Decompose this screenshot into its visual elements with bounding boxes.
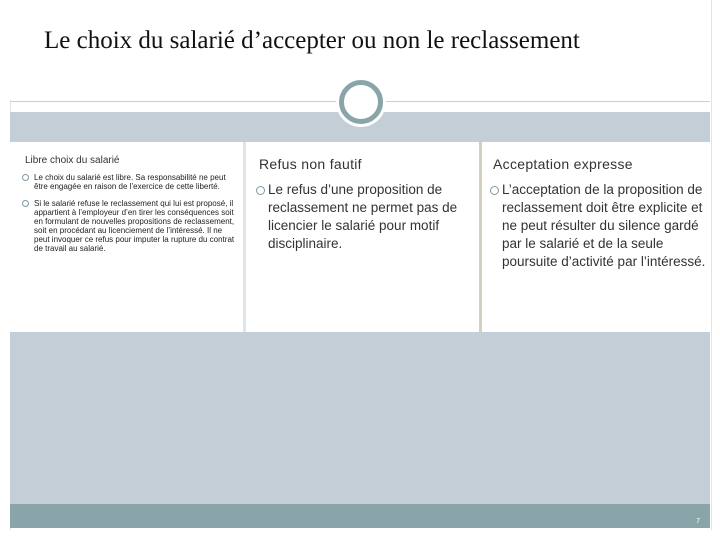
list-item-text: Le refus d’une proposition de reclassement ne permet pas de licencier le salarié pour motif disciplinaire. xyxy=(268,182,458,251)
column-right-heading: Acceptation expresse xyxy=(493,156,633,172)
list-item xyxy=(490,181,714,271)
content-column-right xyxy=(482,142,710,332)
lower-panel xyxy=(10,332,710,504)
content-column-middle xyxy=(246,142,482,332)
column-left-heading: Libre choix du salarié xyxy=(25,155,120,166)
circle-bullet-icon xyxy=(256,186,265,195)
circle-ornament-icon xyxy=(339,80,383,124)
list-item xyxy=(256,181,478,253)
content-column-left xyxy=(10,142,246,332)
column-left-list xyxy=(22,173,236,261)
list-item-text: L’acceptation de la proposition de reclassement doit être explicite et ne peut résulter du silence gardé par le salarié et de la seule poursuite d’activité par l’intéressé. xyxy=(502,182,706,269)
footer-band xyxy=(10,504,710,528)
circle-bullet-icon xyxy=(22,200,29,207)
list-item xyxy=(22,173,236,191)
column-middle-heading: Refus non fautif xyxy=(259,156,362,172)
slide-title: Le choix du salarié d’accepter ou non le reclassement xyxy=(44,27,580,54)
page-number: 7 xyxy=(696,518,700,525)
circle-bullet-icon xyxy=(490,186,499,195)
list-item-text: Si le salarié refuse le reclassement qui lui est proposé, il appartient à l’employeur d’en tirer les conséquences soit en formulant de nouvelles propositions de reclassement, soit en procédant au licenciement de l’intéressé. Il ne peut invoquer ce refus pour imputer la rupture du contrat de travail au salarié. xyxy=(34,199,235,253)
list-item-text: Le choix du salarié est libre. Sa responsabilité ne peut être engagée en raison de l’exercice de cette liberté. xyxy=(34,173,226,191)
circle-bullet-icon xyxy=(22,174,29,181)
list-item xyxy=(22,199,236,253)
